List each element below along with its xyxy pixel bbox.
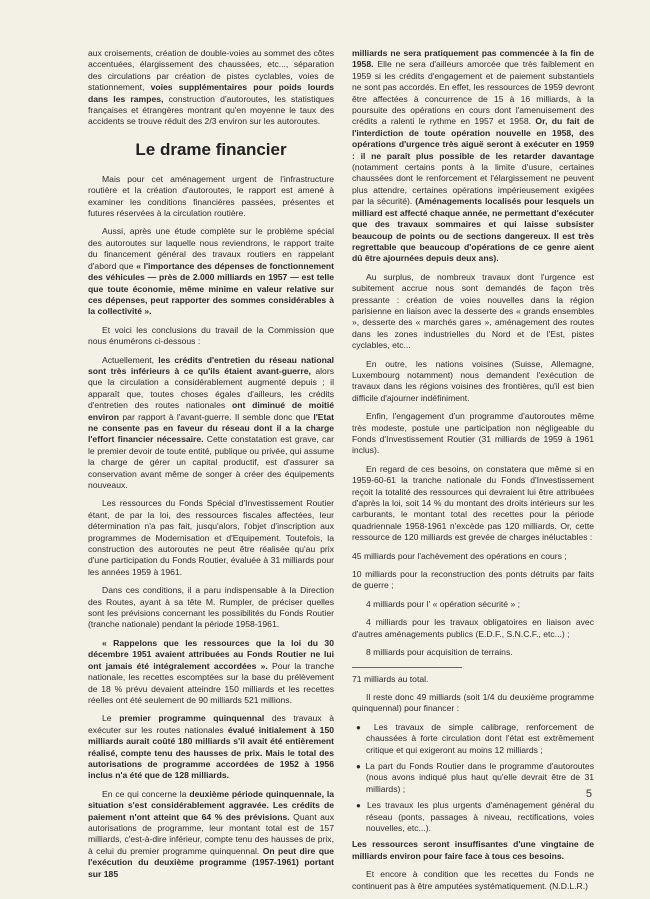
paragraph: aux croisements, création de double-voies au sommet des côtes accentuées, élargissement des chaussées, etc..., séparation des circulations par création de pistes cyclables, voies de stationnement, voies supplémentaires pour poids lourds dans les rampes, construction d'autoroutes, les statistiques françaises et étrangères montrant qu'en moyenne le taux des accidents se trouve réduit des 2/3 environ sur les autoroutes. xyxy=(88,48,334,127)
list-item: 4 milliards pour l' « opération sécurité » ; xyxy=(366,598,521,609)
list-item: ● Les travaux les plus urgents d'aménagement général du réseau (ponts, passages à niveau, rectifications, voies nouvelles, etc...). xyxy=(356,800,594,833)
paragraph: Il reste donc 49 milliards (soit 1/4 du deuxième programme quinquennal) pour financer : xyxy=(352,691,594,714)
list-item: 8 milliards pour acquisition de terrains. xyxy=(366,647,513,658)
divider xyxy=(352,667,462,668)
needs-list xyxy=(352,722,594,835)
list-item: ● Les travaux de simple calibrage, renforcement de chaussées à forte circulation dont l'état est extrêmement critique et qui exigeront au moins 12 milliards ; xyxy=(356,721,594,755)
charges-list xyxy=(352,551,594,659)
list-item: ● La part du Fonds Routier dans le programme d'autoroutes (nous avons indiqué plus haut qu'elle devrait être de 31 milliards) ; xyxy=(356,760,594,794)
bullet-icon: ● xyxy=(356,761,362,771)
paragraph: Dans ces conditions, il a paru indispensable à la Direction des Routes, ayant à sa tête M. Rumpler, de préciser quelles sont les prévisions concernant les possibilités du Fonds Routier (tranche nationale) pendant la période 1958-1961. xyxy=(88,585,334,630)
paragraph: Au surplus, de nombreux travaux dont l'urgence est subitement accrue nous sont demandés de façon très pressante : création de voies nouvelles dans la région parisienne en liaison avec la desserte des « grands ensembles », desserte des « marchés gares », aménagement des routes dans les zones industrielles du Nord et de l'Est, pistes cyclables, etc... xyxy=(352,271,594,351)
paragraph: Actuellement, les crédits d'entretien du réseau national sont très inférieurs à ce qu'ils étaient avant-guerre, alors que la circulation a considérablement augmenté depuis ; il apparaît que, toutes choses égales d'ailleurs, les crédits d'entretien des routes nationales ont diminué de moitié environ par rapport à l'avant-guerre. Il semble donc que l'Etat ne consente pas en faveur du réseau dont il a la charge l'effort financier nécessaire. Cette constatation est grave, car le premier devoir de toute entité, publique ou privée, qui assume la charge de gérer un capital productif, est d'assurer sa conservation avant même de songer à créer des équipements nouveaux. xyxy=(88,354,334,490)
paragraph: « Rappelons que les ressources que la loi du 30 décembre 1951 avaient attribuées au Fonds Routier ne lui ont jamais été intégralement accordées ». Pour la tranche nationale, les recettes escomptées sur la base du prélèvement de 18 % prévu devaient atteindre 150 milliards et les recettes réelles ont été seulement de 90 milliards 521 millions. xyxy=(88,637,335,705)
paragraph: milliards ne sera pratiquement pas commencée à la fin de 1958. Elle ne sera d'ailleurs amorcée que très faiblement en 1959 si les crédits d'engagement et de paiement substantiels ne sont pas accordés. En effet, les ressources de 1959 devront être affectées à concurrence de 15 à 16 milliards, à la poursuite des opérations en cours dont l'amenuisement des crédits a ralenti le rythme en 1957 et 1958. Or, du fait de l'interdiction de toute opération nouvelle en 1958, des opérations d'urgence très aiguë seront à exécuter en 1959 : il ne paraît plus possible de les retarder davantage (notamment certains ponts à la limite d'usure, certaines chaussées dont le renforcement et l'élargissement ne peuvent plus attendre, certaines opérations impérieusement exigées par la sécurité). (Aménagements localisés pour lesquels un milliard est affecté chaque année, ne permettant d'exécuter que des travaux sommaires et qui laisse subsister beaucoup de points ou de sections dangereux. Il est très regrettable que beaucoup d'opérations de ce genre aient dû être ajournées depuis deux ans). xyxy=(352,48,594,264)
paragraph: Aussi, après une étude complète sur le problème spécial des autoroutes sur laquelle nous reviendrons, le rapport traite du financement général des travaux routiers en rappelant d'abord que « l'importance des dépenses de fonctionnement des véhicules — près de 2.000 milliards en 1957 — est telle que toute économie, même minime en valeur relative sur ces dépenses, peut rapporter des sommes considérables à la collectivité ». xyxy=(88,226,334,317)
paragraph: Les ressources du Fonds Spécial d'Investissement Routier étant, de par la loi, des ressources fiscales affectées, leur détermination n'a pas fait, jusqu'alors, l'objet d'inscription aux programmes de Modernisation et d'Equipement. Toutefois, la construction des autoroutes ne peut être réalisée qu'au prix d'une participation du Fonds Routier, évaluée à 31 milliards pour les années 1959 à 1961. xyxy=(88,498,334,577)
paragraph: Mais pour cet aménagement urgent de l'infrastructure routière et la création d'autoroutes, le rapport est amené à examiner les conditions financières passées, présentes et futures réservées à la circulation routière. xyxy=(88,173,334,219)
list-item: 10 milliards pour la reconstruction des ponts détruits par faits de guerre ; xyxy=(352,569,594,591)
right-column xyxy=(352,48,594,899)
bullet-icon: ● xyxy=(356,722,367,732)
editor-note: Et encore à condition que les recettes du Fonds ne continuent pas à être amputées systématiquement. (N.D.L.R.) xyxy=(352,869,594,891)
paragraph: Enfin, l'engagement d'un programme d'autoroutes même très modeste, postule une participation non négligeable du Fonds d'Investissement Routier (31 milliards de 1959 à 1961 inclus). xyxy=(352,411,594,456)
paragraph: Et voici les conclusions du travail de la Commission que nous énumérons ci-dessous : xyxy=(88,324,334,347)
paragraph: En ce qui concerne la deuxième période quinquennale, la situation s'est considérablement aggravée. Les crédits de paiement n'ont atteint que 64 % des prévisions. Quant aux autorisations de programme, leur montant total est de 157 milliards, c'est-à-dire inférieur, compte tenu des hausses de prix, à celui du premier programme quinquennal. On peut dire que l'exécution du deuxième programme (1957-1961) portant sur 185 xyxy=(88,788,334,879)
left-column xyxy=(88,48,334,887)
list-item: 4 milliards pour les travaux obligatoires en liaison avec d'autres aménagements publics (E.D.F., S.N.C.F., etc...) ; xyxy=(352,617,594,639)
conclusion: Les ressources seront insuffisantes d'une vingtaine de milliards environ pour faire face à tous ces besoins. xyxy=(352,839,594,861)
section-heading: Le drame financier xyxy=(135,139,287,159)
bullet-icon: ● xyxy=(356,801,363,811)
paragraph: Le premier programme quinquennal des travaux à exécuter sur les routes nationales évalué initialement à 150 milliards aurait coûté 180 milliards s'il avait été entièrement réalisé, compte tenu des hausses de prix. Mais le total des autorisations de programme accordées de 1952 à 1956 inclus n'a été que de 128 milliards. xyxy=(88,713,334,781)
page-number: 5 xyxy=(585,788,592,800)
list-item: 45 milliards pour l'achèvement des opérations en cours ; xyxy=(352,550,567,561)
paragraph: En outre, les nations voisines (Suisse, Allemagne, Luxembourg notamment) nous demandent l'exécution de travaux dans les régions voisines des frontières, qu'il est bien difficile d'ajourner indéfiniment. xyxy=(352,358,594,403)
total-line: 71 milliards au total. xyxy=(352,673,429,684)
paragraph: En regard de ces besoins, on constatera que même si en 1959-60-61 la tranche nationale du Fonds d'Investissement reçoit la totalité des ressources qui devraient lui être attribuées d'après la loi, soit 14 % du montant des droits intérieurs sur les carburants, le montant total des recettes pour la période quadriennale 1958-1961 n'excède pas 120 milliards. Or, cette ressource de 120 milliards est grevée de charges inéluctables : xyxy=(352,463,594,543)
